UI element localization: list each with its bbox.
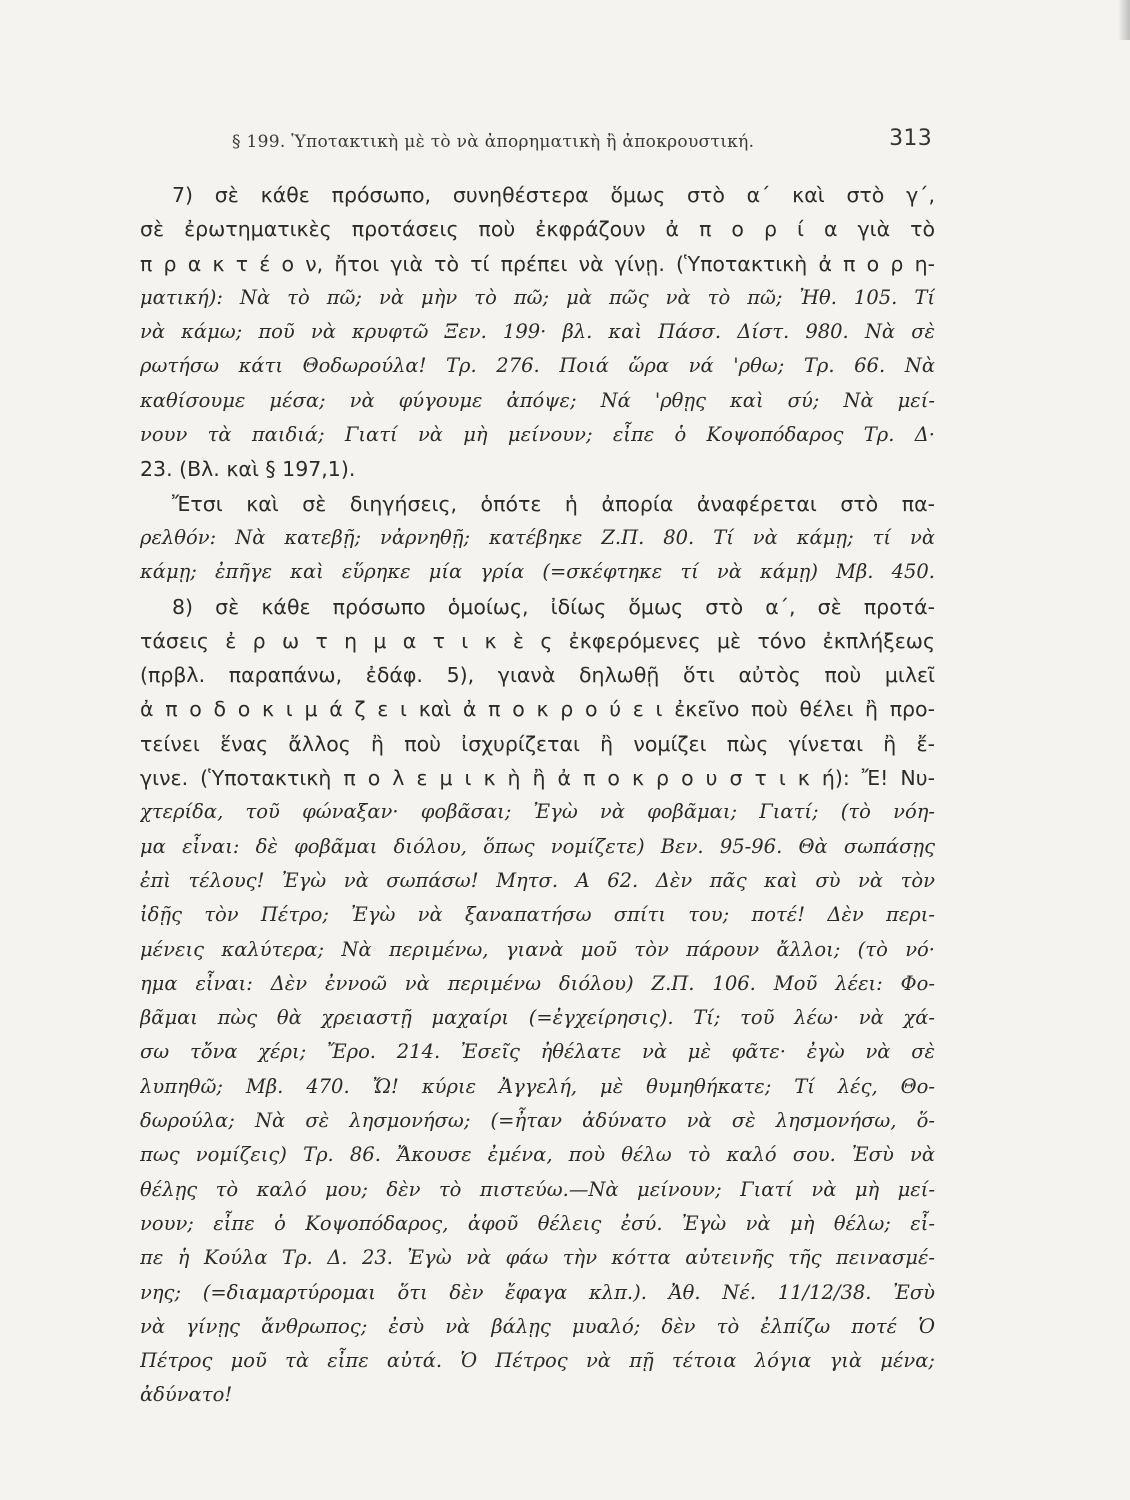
text-line: (πρβλ. παραπάνω, ἐδάφ. 5), γιανὰ δηλωθῇ ὅτι αὐτὸς ποὺ μιλεῖ (140, 663, 935, 688)
text-line: ρωτήσω κάτι Θοδωρούλα! Τρ. 276. Ποιά ὥρα νά 'ρθω; Τρ. 66. Νὰ (140, 354, 935, 378)
text-line: σω τὄνα χέρι; Ἔρο. 214. Ἐσεῖς ἠθέλατε νὰ μὲ φᾶτε· ἐγὼ νὰ σὲ (140, 1040, 935, 1064)
text-line: 8) σὲ κάθε πρόσωπο ὁμοίως, ἰδίως ὅμως στὸ α΄, σὲ προτά- (172, 594, 935, 619)
text-line: π ρ α κ τ έ ο ν, ἤτοι γιὰ τὸ τί πρέπει νὰ γίνῃ. (Ὑποτακτικὴ ἀ π ο ρ η- (140, 251, 935, 276)
text-line: ἰδῇς τὸν Πέτρο; Ἐγὼ νὰ ξαναπατήσω σπίτι του; ποτέ! Δὲν περι- (140, 903, 935, 927)
text-line: νὰ κάμω; ποῦ νὰ κρυφτῶ Ξεν. 199· βλ. καὶ Πάσσ. Δίστ. 980. Νὰ σὲ (140, 320, 935, 344)
text-line: βᾶμαι πὼς θὰ χρειαστῇ μαχαίρι (=ἐγχείρησις). Τί; τοῦ λέω· νὰ χά- (140, 1006, 935, 1030)
text-line: ἐπὶ τέλους! Ἐγὼ νὰ σωπάσω! Μητσ. Α 62. Δὲν πᾶς καὶ σὺ νὰ τὸν (140, 868, 935, 892)
text-line: Ἔτσι καὶ σὲ διηγήσεις, ὁπότε ἡ ἀπορία ἀναφέρεται στὸ πα- (172, 491, 935, 516)
page-edge-shadow (1118, 0, 1130, 40)
text-line: κάμῃ; ἐπῆγε καὶ εὕρηκε μία γρία (=σκέφτηκε τί νὰ κάμῃ) Μβ. 450. (140, 560, 935, 584)
text-line: Πέτρος μοῦ τὰ εἶπε αὐτά. Ὁ Πέτρος νὰ πῇ τέτοια λόγια γιὰ μένα; (140, 1349, 935, 1373)
text-line: ημα εἶναι: Δὲν ἐννοῶ νὰ περιμένω διόλου) Ζ.Π. 106. Μοῦ λέει: Φο- (140, 971, 935, 995)
text-line: ἀ π ο δ ο κ ι μ ά ζ ε ι καὶ ἀ π ο κ ρ ο ύ ε ι ἐκεῖνο ποὺ θέλει ἢ προ- (140, 697, 935, 722)
text-line: νὰ γίνῃς ἄνθρωπος; ἐσὺ νὰ βάλῃς μυαλό; δὲν τὸ ἐλπίζω ποτέ Ὁ (140, 1314, 935, 1338)
text-line: μα εἶναι: δὲ φοβᾶμαι διόλου, ὅπως νομίζετε) Βεν. 95-96. Θὰ σωπάσῃς (140, 834, 935, 858)
text-line: πως νομίζεις) Τρ. 86. Ἄκουσε ἐμένα, ποὺ θέλω τὸ καλό σου. Ἐσὺ νὰ (140, 1143, 935, 1167)
text-line: ματική): Νὰ τὸ πῶ; νὰ μὴν τὸ πῶ; μὰ πῶς νὰ τὸ πῶ; Ἠθ. 105. Τί (140, 285, 935, 309)
text-line: καθίσουμε μέσα; νὰ φύγουμε ἀπόψε; Νά 'ρθῃς καὶ σύ; Νὰ μεί- (140, 388, 935, 412)
text-line: τείνει ἕνας ἄλλος ἢ ποὺ ἰσχυρίζεται ἢ νομίζει πὼς γίνεται ἢ ἔ- (140, 731, 935, 756)
text-line: πε ἡ Κούλα Τρ. Δ. 23. Ἐγὼ νὰ φάω τὴν κόττα αὐτεινῆς τῆς πεινασμέ- (140, 1246, 935, 1270)
text-line: θέλῃς τὸ καλό μου; δὲν τὸ πιστεύω.—Νὰ μείνουν; Γιατί νὰ μὴ μεί- (140, 1177, 935, 1201)
text-line: ρελθόν: Νὰ κατεβῇ; νἀρνηθῇ; κατέβηκε Ζ.Π. 80. Τί νὰ κάμῃ; τί νὰ (140, 525, 935, 549)
text-line: νουν τὰ παιδιά; Γιατί νὰ μὴ μείνουν; εἶπε ὁ Κοψοπόδαρος Τρ. Δ· (140, 423, 935, 447)
running-header (232, 124, 932, 160)
header-title: § 199. Ὑποτακτικὴ μὲ τὸ νὰ ἀπορηματικὴ ἢ ἀποκρουστική. (232, 132, 755, 152)
text-line: νουν; εἶπε ὁ Κοψοπόδαρος, ἀφοῦ θέλεις ἐσύ. Ἐγὼ νὰ μὴ θέλω; εἶ- (140, 1211, 935, 1235)
text-line: ἀδύνατο! (140, 1383, 233, 1407)
text-line: δωρούλα; Νὰ σὲ λησμονήσω; (=ἦταν ἀδύνατο νὰ σὲ λησμονήσω, ὅ- (140, 1109, 935, 1133)
text-line: 23. (Βλ. καὶ § 197,1). (140, 457, 356, 482)
text-line: χτερίδα, τοῦ φώναξαν· φοβᾶσαι; Ἐγὼ νὰ φοβᾶμαι; Γιατί; (τὸ νόη- (140, 800, 935, 824)
body-text (140, 178, 935, 1413)
text-line: σὲ ἐρωτηματικὲς προτάσεις ποὺ ἐκφράζουν ἀ π ο ρ ί α γιὰ τὸ (140, 217, 935, 242)
text-line: γινε. (Ὑποτακτικὴ π ο λ ε μ ι κ ὴ ἢ ἀ π ο κ ρ ο υ σ τ ι κ ή): Ἔ! Νυ- (140, 766, 935, 791)
text-line: νης; (=διαμαρτύρομαι ὅτι δὲν ἔφαγα κλπ.). Ἀθ. Νέ. 11/12/38. Ἐσὺ (140, 1280, 935, 1304)
text-line: μένεις καλύτερα; Νὰ περιμένω, γιανὰ μοῦ τὸν πάρουν ἄλλοι; (τὸ νό· (140, 937, 935, 961)
text-line: τάσεις ἐ ρ ω τ η μ α τ ι κ ὲ ς ἐκφερόμενες μὲ τόνο ἐκπλήξεως (140, 628, 935, 653)
text-line: 7) σὲ κάθε πρόσωπο, συνηθέστερα ὅμως στὸ α΄ καὶ στὸ γ΄, (172, 183, 935, 207)
page-number: 313 (889, 126, 932, 151)
text-line: λυπηθῶ; Μβ. 470. Ὤ! κύριε Ἀγγελή, μὲ θυμηθήκατε; Τί λές, Θο- (140, 1074, 935, 1098)
